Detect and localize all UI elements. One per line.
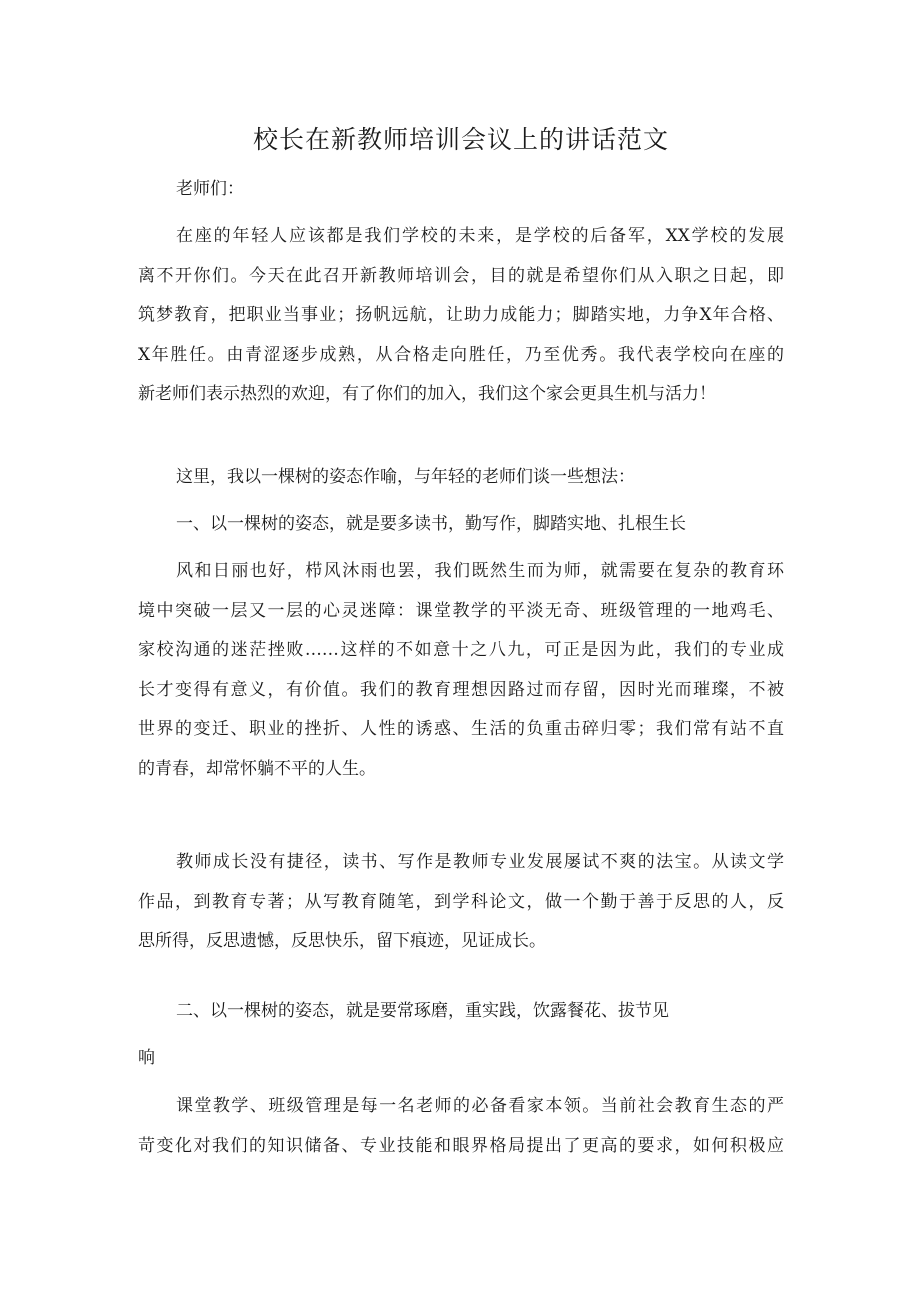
greeting: 老师们： bbox=[176, 179, 244, 199]
paragraph-line: 长才变得有意义，有价值。我们的教育理想因路过而存留，因时光而璀璨，不被 bbox=[138, 679, 784, 700]
document-title: 校长在新教师培训会议上的讲话范文 bbox=[252, 125, 669, 154]
paragraph-line: 家校沟通的迷茫挫败……这样的不如意十之八九，可正是因为此，我们的专业成 bbox=[138, 640, 784, 660]
paragraph-line: 在座的年轻人应该都是我们学校的未来，是学校的后备军，XX学校的发展 bbox=[176, 226, 784, 246]
paragraph-1 bbox=[138, 217, 784, 415]
section-heading-2 bbox=[138, 992, 784, 1032]
heading-line: 响 bbox=[138, 1048, 155, 1068]
paragraph-line: 的青春，却常怀躺不平的人生。 bbox=[138, 758, 376, 779]
paragraph-line: 筑梦教育，把职业当事业；扬帆远航，让助力成能力；脚踏实地，力争X年合格、 bbox=[138, 305, 784, 325]
paragraph-line: 思所得，反思遗憾，反思快乐，留下痕迹，见证成长。 bbox=[138, 931, 546, 951]
paragraph-line: 境中突破一层又一层的心灵迷障：课堂教学的平淡无奇、班级管理的一地鸡毛、 bbox=[138, 600, 784, 621]
intro-paragraph: 这里，我以一棵树的姿态作喻，与年轻的老师们谈一些想法： bbox=[176, 467, 635, 487]
section-heading-2-continuation bbox=[138, 1039, 784, 1079]
section-heading-1: 一、以一棵树的姿态，就是要多读书，勤写作，脚踏实地、扎根生长 bbox=[176, 514, 686, 534]
paragraph-line: X年胜任。由青涩逐步成熟，从合格走向胜任，乃至优秀。我代表学校向在座的 bbox=[138, 344, 784, 365]
paragraph-2 bbox=[138, 552, 784, 789]
paragraph-line: 世界的变迁、职业的挫折、人性的诱惑、生活的负重击碎归零；我们常有站不直 bbox=[138, 719, 784, 739]
paragraph-line: 风和日丽也好，栉风沐雨也罢，我们既然生而为师，就需要在复杂的教育环 bbox=[176, 561, 784, 581]
paragraph-line: 新老师们表示热烈的欢迎，有了你们的加入，我们这个家会更具生机与活力！ bbox=[138, 384, 716, 404]
heading-line: 二、以一棵树的姿态，就是要常琢磨，重实践，饮露餐花、拔节见 bbox=[176, 1001, 669, 1021]
paragraph-line: 离不开你们。今天在此召开新教师培训会，目的就是希望你们从入职之日起，即 bbox=[138, 265, 784, 286]
paragraph-line: 课堂教学、班级管理是每一名老师的必备看家本领。当前社会教育生态的严 bbox=[176, 1096, 784, 1116]
paragraph-line: 教师成长没有捷径，读书、写作是教师专业发展屡试不爽的法宝。从读文学 bbox=[176, 852, 784, 872]
paragraph-3 bbox=[138, 843, 784, 962]
paragraph-line: 作品，到教育专著；从写教育随笔，到学科论文，做一个勤于善于反思的人，反 bbox=[138, 891, 784, 912]
paragraph-line: 苛变化对我们的知识储备、专业技能和眼界格局提出了更高的要求，如何积极应 bbox=[138, 1135, 784, 1156]
paragraph-4 bbox=[138, 1087, 784, 1166]
